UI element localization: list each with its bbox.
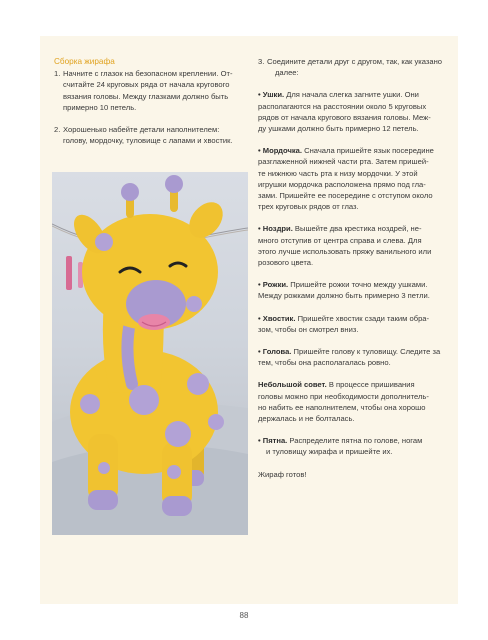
- bullet-nostrils: • Ноздри. Вышейте два крестика ноздрей, не- много отступив от центра справа и слева. Для этого лучше использовать пряжу ванильного или розового цвета.: [258, 224, 432, 268]
- section-title: Сборка жирафа: [54, 57, 115, 66]
- right-column: [258, 56, 450, 491]
- bullet-spots: • Пятна. Распределите пятна по голове, ногам и туловищу жирафа и пришейте их.: [258, 436, 423, 457]
- giraffe-photo: [52, 172, 248, 535]
- step-2: 2. Хорошенько набейте детали наполнителем: голову, мордочку, туловище с лапами и хвостик.: [54, 125, 233, 146]
- bullet-ears: • Ушки. Для начала слегка загните ушки. Они располагаются на расстоянии около 5 круговых рядов от начала кругового вязания головы. Меж- ду ушками должно быть примерно 12 петель.: [258, 90, 431, 134]
- tip-paragraph: Небольшой совет. В процессе пришивания головы можно при необходимости дополнитель- но набить ее наполнителем, чтобы она хорошо держалась и не болталась.: [258, 380, 429, 424]
- step-3: 3. Соедините детали друг с другом, так, как указано далее:: [258, 57, 443, 78]
- bullet-horns: • Рожки. Пришейте рожки точно между ушками. Между рожками должно быть примерно 3 петли.: [258, 280, 430, 301]
- bullet-muzzle: • Мордочка. Сначала пришейте язык посередине разглаженной нижней части рта. Затем пришей- те нижнюю часть рта к низу мордочки. У этой игрушки мордочка расположена прямо под гла- зами. Пришейте ее посередине с отступом около трех круговых рядов от глаз.: [258, 146, 434, 212]
- done-line: Жираф готов!: [258, 469, 307, 479]
- bullet-tail: • Хвостик. Пришейте хвостик сзади таким обра- зом, чтобы он смотрел вниз.: [258, 313, 430, 334]
- left-column: [54, 56, 250, 157]
- bullet-head: • Голова. Пришейте голову к туловищу. Следите за тем, чтобы она располагалась ровно.: [258, 347, 441, 368]
- page-number: 88: [239, 611, 249, 620]
- crochet-giraffe-illustration: [52, 172, 248, 535]
- step-1: 1. Начните с глазок на безопасном креплении. От- считайте 24 круговых ряда от начала кругового вязания головы. Между глазками должно быть примерно 10 петель.: [54, 69, 233, 112]
